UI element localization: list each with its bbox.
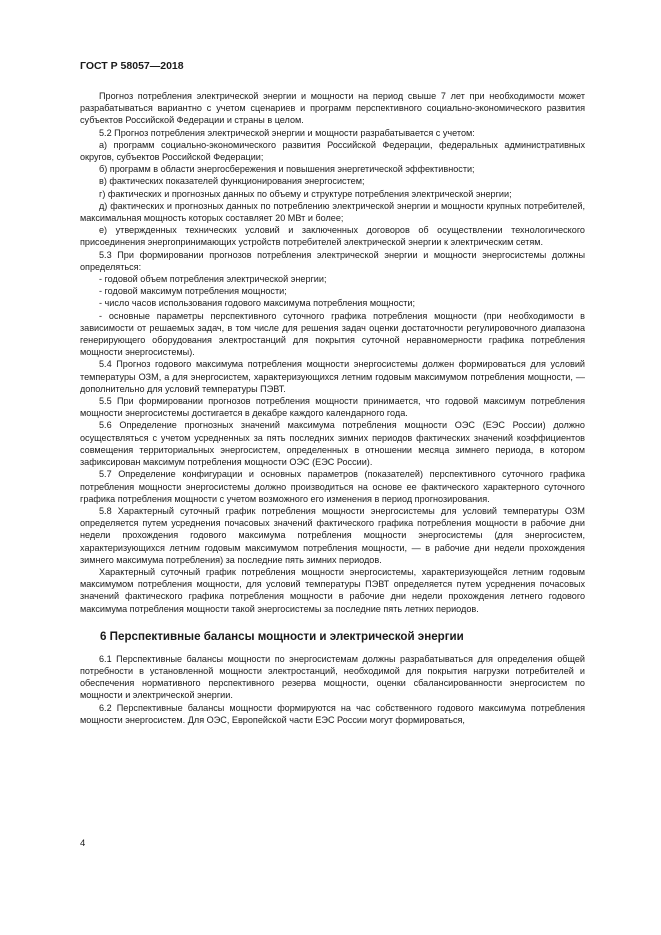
- paragraph: 5.7 Определение конфигурации и основных параметров (показателей) перспективного суточного графика потребления мощности энергосистемы должно производиться на основе ее фактического характерного суточного графика потребления мощности с учетом возможного его изменения в период прогнозирования.: [80, 469, 585, 504]
- paragraph: 5.2 Прогноз потребления электрической энергии и мощности разрабатывается с учетом:: [99, 127, 475, 138]
- paragraph: 6.2 Перспективные балансы мощности формируются на час собственного годового максимума потребления мощности энергосистем. Для ОЭС, Европейской части ЕЭС России могут формироваться,: [80, 702, 585, 725]
- list-item: - годовой максимум потребления мощности;: [99, 286, 287, 297]
- paragraph: 6.1 Перспективные балансы мощности по энергосистемам должны разрабатываться для определения общей потребности в установленной мощности электростанций, необходимой для покрытия нагрузки потребителей и обеспечения нормативного перспективного резерва мощности, оценки сбалансированности энергосистем по мощности и электрической энергии.: [80, 653, 585, 701]
- list-item: д) фактических и прогнозных данных по потреблению электрической энергии и мощности крупных потребителей, максимальная мощность которых составляет 20 МВт и более;: [80, 200, 585, 224]
- list-item: г) фактических и прогнозных данных по объему и структуре потребления электрической энергии;: [99, 188, 512, 199]
- list-item: е) утвержденных технических условий и заключенных договоров об осуществлении технологического присоединения энергопринимающих устройств потребителей электрической энергии к электрическим сетям.: [80, 225, 585, 248]
- paragraph: Прогноз потребления электрической энергии и мощности на период свыше 7 лет при необходимости может разрабатываться вариантно с учетом сценариев и программ перспективного социально-экономического развития субъектов Российской Федерации и страны в целом.: [80, 91, 585, 126]
- page-number: 4: [80, 838, 86, 849]
- document-body: [80, 90, 585, 726]
- paragraph: 5.8 Характерный суточный график потребления мощности энергосистемы для условий температуры ОЗМ определяется путем усреднения почасовых значений фактического графика потребления мощности в рабочие дни недели прохождения годового максимума потребления мощности энергосистемы (для энергосистем, характеризующихся летним годовым максимумом потребления мощности, — в рабочие дни недели прохождения зимнего максимума потребления) за последние пять зимних периодов.: [80, 505, 585, 565]
- paragraph: 5.5 При формировании прогнозов потребления мощности принимается, что годовой максимум потребления мощности энергосистемы достигается в декабре каждого календарного года.: [80, 396, 585, 419]
- list-item: б) программ в области энергосбережения и повышения энергетической эффективности;: [99, 164, 475, 175]
- list-item: - основные параметры перспективного суточного графика потребления мощности (при необходимости в зависимости от решаемых задач, в том числе для решения задач оценки достаточности регулировочного диапазона генерирующего оборудования электростанций для покрытия суточной неравномерности графика потребления мощности энергосистемы).: [80, 310, 585, 358]
- document-header: ГОСТ Р 58057—2018: [80, 60, 184, 72]
- list-item: - годовой объем потребления электрической энергии;: [99, 274, 327, 285]
- list-item: а) программ социально-экономического развития Российской Федерации, федеральных административных округов, субъектов Российской Федерации;: [80, 139, 585, 163]
- list-item: в) фактических показателей функционирования энергосистем;: [99, 176, 365, 187]
- paragraph: 5.3 При формировании прогнозов потребления электрической энергии и мощности энергосистемы должны определяться:: [80, 249, 585, 272]
- list-item: - число часов использования годового максимума потребления мощности;: [99, 298, 416, 309]
- paragraph: 5.4 Прогноз годового максимума потребления мощности энергосистемы должен формироваться для условий температуры ОЗМ, а для энергосистем, характеризующихся летним годовым максимумом потребления мощности, — дополнительно для условий температуры ПЭВТ.: [80, 359, 585, 394]
- paragraph: 5.6 Определение прогнозных значений максимума потребления мощности ОЭС (ЕЭС России) должно осуществляться с учетом усредненных за пять последних зимних периодов фактических значений коэффициентов совмещения территориальных энергосистем, определенных в отношении месяца зимнего периода, в котором зафиксирован максимум потребления мощности ОЭС (ЕЭС России).: [80, 420, 585, 468]
- section-title: 6 Перспективные балансы мощности и электрической энергии: [100, 629, 464, 643]
- paragraph: Характерный суточный график потребления мощности энергосистемы, характеризующейся летним годовым максимумом потребления мощности, для условий температуры ПЭВТ определяется путем усреднения почасовых значений фактического графика потребления мощности в рабочие дни недели прохождения летнего годового максимума потребления мощности такой энергосистемы за последние пять летних периодов.: [80, 566, 585, 614]
